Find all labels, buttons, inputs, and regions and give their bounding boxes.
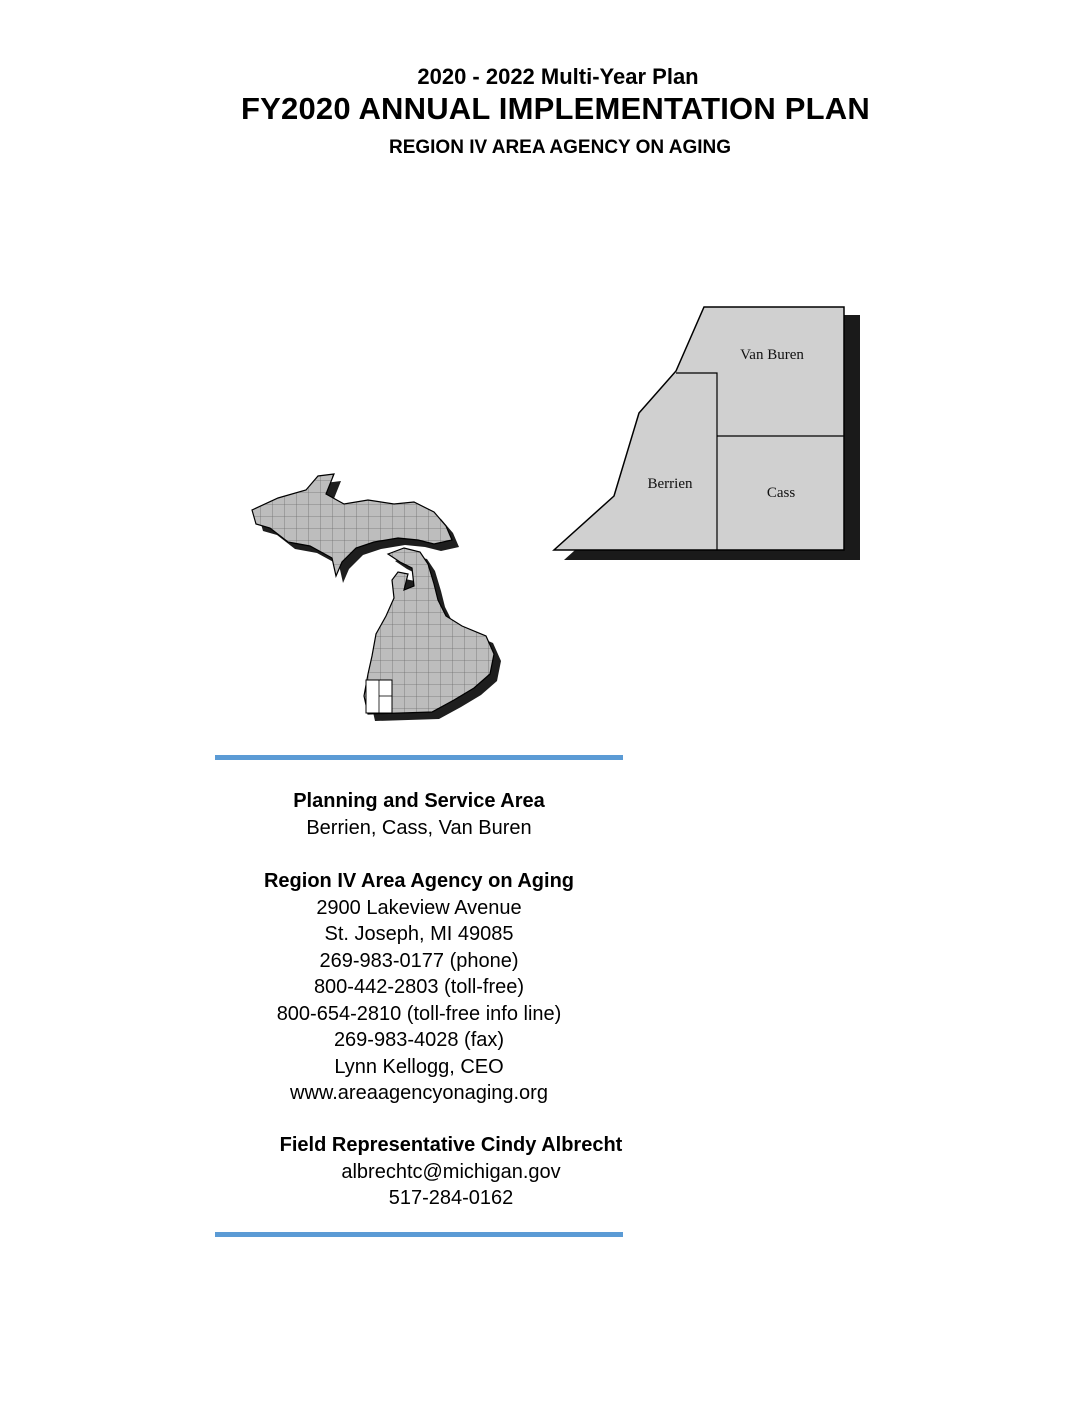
address-line1: 2900 Lakeview Avenue [316,896,522,919]
planning-area-counties: Berrien, Cass, Van Buren [306,816,532,839]
field-rep-phone: 517-284-0162 [388,1187,514,1209]
page-title: FY2020 ANNUAL IMPLEMENTATION PLAN [241,91,870,126]
county-label-berrien: Berrien [647,476,693,492]
michigan-state-map [248,468,508,723]
address-line2: St. Joseph, MI 49085 [324,923,514,945]
website-link[interactable]: www.areaagencyonaging.org [290,1082,548,1104]
info-line-number: 800-654-2810 (toll-free info line) [276,1002,562,1025]
planning-area-section [219,788,619,841]
field-rep-email[interactable]: albrechtc@michigan.gov [341,1160,561,1183]
agency-heading: REGION IV AREA AGENCY ON AGING [388,137,732,158]
ceo-name: Lynn Kellogg, CEO [334,1055,504,1078]
fax-number: 269-983-4028 (fax) [333,1029,505,1051]
phone-number: 269-983-0177 (phone) [319,949,519,972]
toll-free-number: 800-442-2803 (toll-free) [313,976,525,998]
region-outline [554,307,844,550]
planning-area-heading: Planning and Service Area [293,790,545,812]
field-rep-heading: Field Representative Cindy Albrecht [279,1134,623,1156]
divider-bottom [215,1232,623,1237]
county-label-cass: Cass [766,485,796,501]
agency-contact-heading: Region IV Area Agency on Aging [263,870,575,892]
divider-top [215,755,623,760]
plan-years-subtitle: 2020 - 2022 Multi-Year Plan [417,64,699,89]
region-county-map [550,300,870,575]
county-label-vanburen: Van Buren [740,347,804,363]
field-rep-section [251,1132,651,1212]
agency-contact-section [219,868,619,1107]
